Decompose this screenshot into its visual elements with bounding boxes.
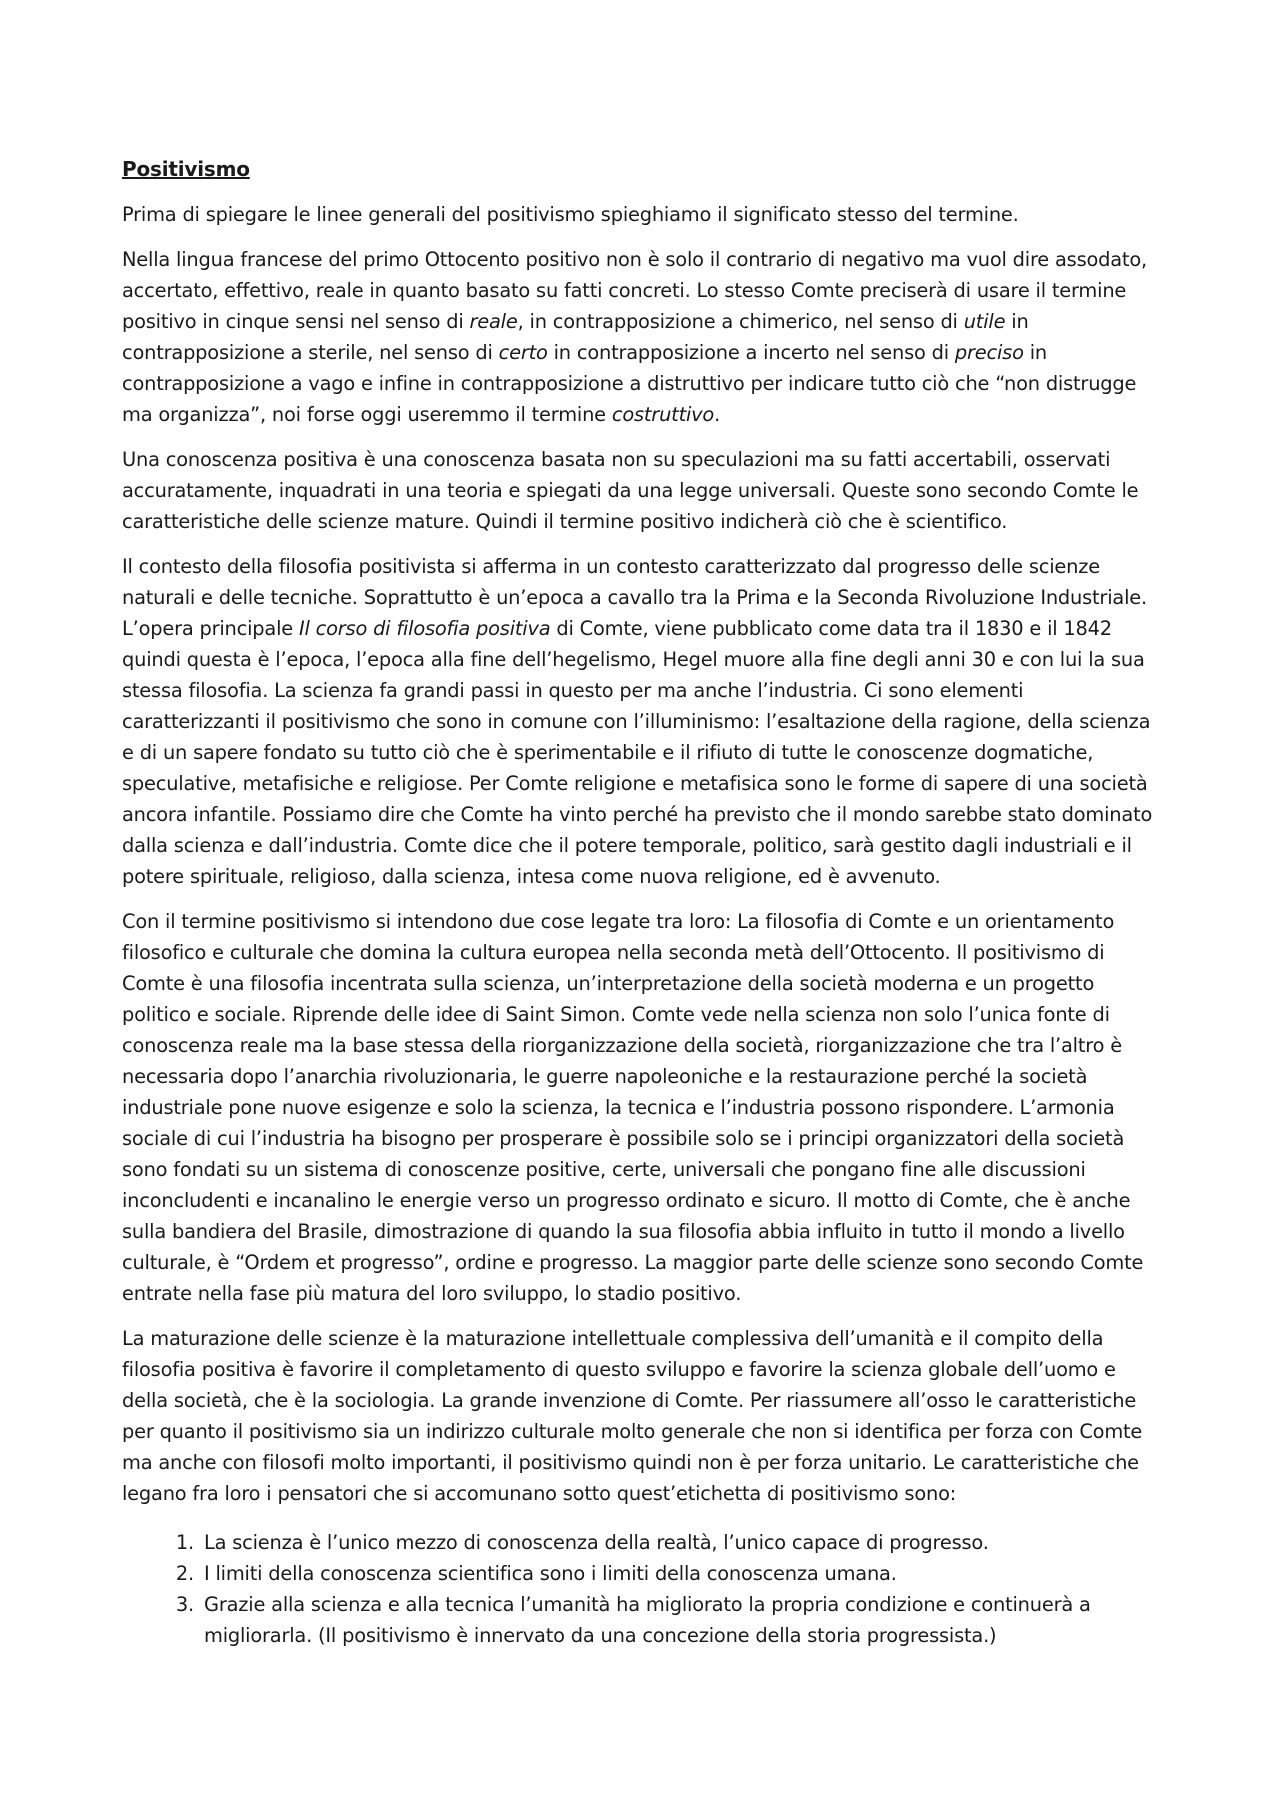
paragraph-6: La maturazione delle scienze è la maturazione intellettuale complessiva dell’umanità e il compito della filosofia positiva è favorire il completamento di questo sviluppo e favorire la scienza globale dell’uomo e della società, che è la sociologia. La grande invenzione di Comte. Per riassumere all’osso le caratteristiche per quanto il positivismo sia un indirizzo culturale molto generale che non si identifica per forza con Comte ma anche con filosofi molto importanti, il positivismo quindi non è per forza unitario. Le caratteristiche che legano fra loro i pensatori che si accomunano sotto quest’etichetta di positivismo sono: <box>122 1327 1143 1505</box>
characteristics-list <box>122 1527 1162 1651</box>
italic-certo: certo <box>498 341 548 364</box>
page-title: Positivismo <box>122 157 250 181</box>
paragraph-5: Con il termine positivismo si intendono due cose legate tra loro: La filosofia di Comte e un orientamento filosofico e culturale che domina la cultura europea nella seconda metà dell’Ottocento. Il positivismo di Comte è una filosofia incentrata sulla scienza, un’interpretazione della società moderna e un progetto politico e sociale. Riprende delle idee di Saint Simon. Comte vede nella scienza non solo l’unica fonte di conoscenza reale ma la base stessa della riorganizzazione della società, riorganizzazione che tra l’altro è necessaria dopo l’anarchia rivoluzionaria, le guerre napoleoniche e la restaurazione perché la società industriale pone nuove esigenze e solo la scienza, la tecnica e l’industria possono rispondere. L’armonia sociale di cui l’industria ha bisogno per prosperare è possibile solo se i principi organizzatori della società sono fondati su un sistema di conoscenze positive, certe, universali che pongano fine alle discussioni inconcludenti e incanalino le energie verso un progresso ordinato e sicuro. Il motto di Comte, che è anche sulla bandiera del Brasile, dimostrazione di quando la sua filosofia abbia influito in tutto il mondo a livello culturale, è “Ordem et progresso”, ordine e progresso. La maggior parte delle scienze sono secondo Comte entrate nella fase più matura del loro sviluppo, lo stadio positivo. <box>122 910 1144 1305</box>
list-item: 3. Grazie alla scienza e alla tecnica l’umanità ha migliorato la propria condizione e continuerà a migliorarla. (Il positivismo è innervato da una concezione della storia progressista.) <box>200 1589 1162 1651</box>
paragraph-3: Una conoscenza positiva è una conoscenza basata non su speculazioni ma su fatti accertabili, osservati accuratamente, inquadrati in una teoria e spiegati da una legge universali. Queste sono secondo Comte le caratteristiche delle scienze mature. Quindi il termine positivo indicherà ciò che è scientifico. <box>122 448 1139 533</box>
list-item: 1. La scienza è l’unico mezzo di conoscenza della realtà, l’unico capace di progresso. <box>200 1527 1162 1558</box>
paragraph-1: Prima di spiegare le linee generali del positivismo spieghiamo il significato stesso del termine. <box>122 203 1019 226</box>
paragraph-2 <box>122 244 1162 430</box>
italic-work-title: Il corso di filosofia positiva <box>298 617 551 640</box>
paragraph-4 <box>122 551 1162 892</box>
paragraph-2-text-d: in contrapposizione a incerto nel senso di <box>547 341 955 364</box>
paragraph-4-text-b: di Comte, viene pubblicato come data tra il 1830 e il 1842 quindi questa è l’epoca, l’epoca alla fine dell’hegelismo, Hegel muore alla fine degli anni 30 e con lui la sua stessa filosofia. La scienza fa grandi passi in questo per ma anche l’industria. Ci sono elementi caratterizzanti il positivismo che sono in comune con l’illuminismo: l’esaltazione della ragione, della scienza e di un sapere fondato su tutto ciò che è sperimentabile e il rifiuto di tutte le conoscenze dogmatiche, speculative, metafisiche e religiose. Per Comte religione e metafisica sono le forme di sapere di una società ancora infantile. Possiamo dire che Comte ha vinto perché ha previsto che il mondo sarebbe stato dominato dalla scienza e dall’industria. Comte dice che il potere temporale, politico, sarà gestito dagli industriali e il potere spirituale, religioso, dalla scienza, intesa come nuova religione, ed è avvenuto. <box>122 617 1153 888</box>
paragraph-4-text-a: Il contesto della filosofia positivista si afferma in un contesto caratterizzato dal progresso delle scienze naturali e delle tecniche. Soprattutto è un’epoca a cavallo tra la Prima e la Seconda Rivoluzione Industriale. L’opera principale <box>122 555 1147 640</box>
paragraph-2-text-b: , in contrapposizione a chimerico, nel senso di <box>517 310 964 333</box>
paragraph-2-text-e: in contrapposizione a vago e infine in contrapposizione a distruttivo per indicare tutto ciò che “non distrugge ma organizza”, noi forse oggi useremmo il termine <box>122 341 1137 426</box>
paragraph-2-text-a: Nella lingua francese del primo Ottocento positivo non è solo il contrario di negativo ma vuol dire assodato, accertato, effettivo, reale in quanto basato su fatti concreti. Lo stesso Comte preciserà di usare il termine positivo in cinque sensi nel senso di <box>122 248 1147 333</box>
italic-costruttivo: costruttivo <box>611 403 715 426</box>
list-item: 2. I limiti della conoscenza scientifica sono i limiti della conoscenza umana. <box>200 1558 1162 1589</box>
italic-preciso: preciso <box>954 341 1024 364</box>
italic-reale: reale <box>469 310 518 333</box>
document-body <box>122 154 1162 1651</box>
italic-utile: utile <box>963 310 1006 333</box>
paragraph-2-text-f: . <box>714 403 721 426</box>
paragraph-2-text-c: in contrapposizione a sterile, nel senso di <box>122 310 1029 364</box>
